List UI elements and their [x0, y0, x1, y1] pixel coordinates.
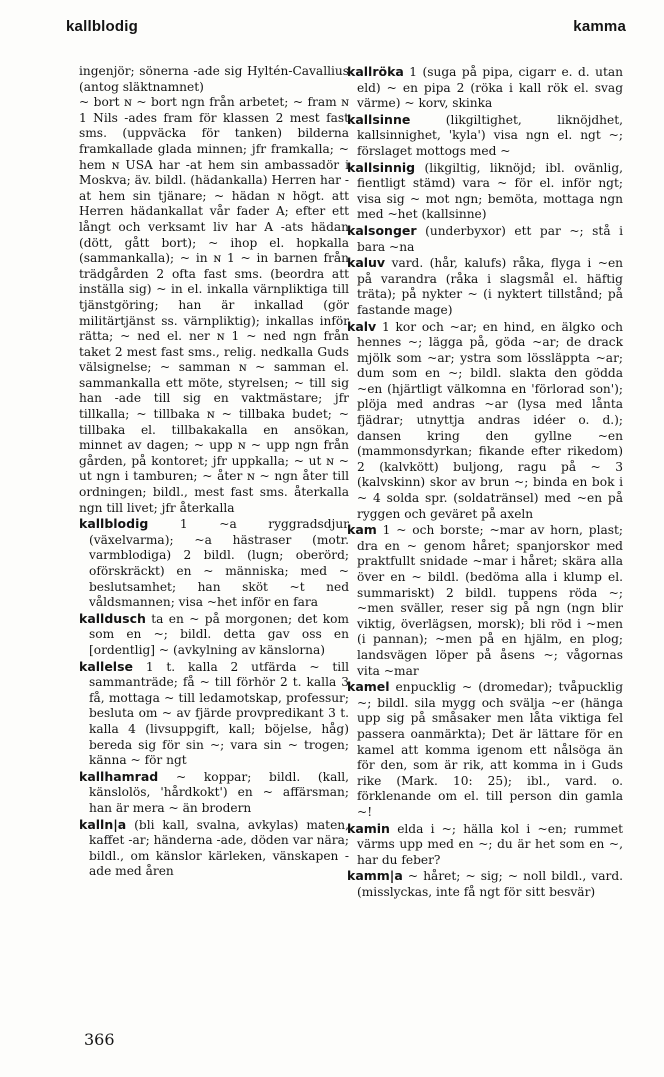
entry-definition: ~ håret; ~ sig; ~ noll bildl., vard. (misslyckas, inte få ngt för sitt besvär): [357, 869, 624, 899]
dictionary-entry: [79, 516, 349, 611]
entry-definition: (likgiltig, liknöjd; ibl. ovänlig, fientligt stämd) vara ~ för el. inför ngt; visa sig ~ mot ngn; bemöta, mottaga ngn med ~het (kallsinne): [357, 160, 624, 222]
dictionary-entry: [79, 95, 349, 516]
entry-headword: kamin: [347, 820, 390, 836]
entry-headword: kallsinne: [347, 111, 411, 127]
guide-word-left: kallblodig: [66, 18, 139, 35]
entry-headword: kallhamrad: [79, 768, 159, 784]
entry-definition: ~ koppar; bildl. (kall, känslolös, 'hårdkokt') en ~ affärsman; han är mera ~ än brodern: [89, 769, 350, 815]
entry-headword: kalv: [347, 318, 377, 334]
dictionary-entry: [347, 223, 623, 255]
dictionary-entry: [347, 255, 623, 318]
dictionary-entry: [347, 821, 623, 869]
left-column: [79, 64, 349, 880]
page-number: 366: [84, 1030, 115, 1049]
entry-definition: 1 ~ och borste; ~mar av horn, plast; dra en ~ genom håret; spanjorskor med praktfullt snidade ~mar i håret; skära alla över en ~ bildl. (bedöma alla i klump el. summariskt) 2 bildl. tuppens röda ~; ~men sväller, reser sig på ngn (ngn blir viktig, överlägsen, morsk); bli röd i ~men (i pannan); ~men på en hjälm, en plog; landsvägen löper på åsens ~; vågornas vita ~mar: [357, 523, 623, 678]
dictionary-entry: [79, 769, 349, 817]
dictionary-entry: [347, 160, 623, 223]
entry-headword: kallelse: [79, 658, 133, 674]
dictionary-entry: [347, 319, 623, 523]
entry-definition: (bli kall, svalna, avkylas) maten, kaffet -ar; händerna -ade, döden var nära; bildl., om känslor kärleken, vänskapen -ade med åren: [89, 817, 350, 879]
entry-definition: (underbyxor) ett par ~; stå i bara ~na: [357, 223, 624, 254]
dictionary-entry: [347, 522, 623, 679]
entry-definition: ta en ~ på morgonen; det kom som en ~; bildl. detta gav oss en [ordentlig] ~ (avkylning av känslorna): [89, 611, 349, 657]
guide-word-right: kamma: [573, 18, 626, 35]
dictionary-entry: [347, 868, 623, 900]
entry-headword: kalln|a: [79, 816, 127, 832]
entry-definition: vard. (hår, kalufs) råka, flyga i ~en på varandra (råka i slagsmål el. häftig träta); på nykter ~ (i nyktert tillstånd; på fastande mage): [357, 256, 624, 317]
entry-definition: enpucklig ~ (dromedar); tvåpucklig ~; bildl. sila mygg och svälja ~er (hänga upp sig på småsaker men låta viktiga fel passera oanmärkta); Det är lättare för en kamel att komma igenom ett nålsöga än för den, som är rik, att komma in i Guds rike (Mark. 10: 25); ibl., vard. o. förklenande om el. till person din gamla ~!: [357, 680, 624, 819]
dictionary-entry: [347, 679, 623, 820]
dictionary-entry: [79, 659, 349, 769]
entry-definition: ingenjör; sönerna -ade sig Hyltén-Cavallius (antog släktnamnet): [79, 64, 349, 94]
right-column: [347, 64, 623, 900]
entry-headword: kamm|a: [347, 868, 403, 884]
entry-definition: elda i ~; hälla kol i ~en; rummet värms upp med en ~; du är het som en ~, har du feber?: [357, 821, 623, 867]
dictionary-entry: [79, 64, 349, 95]
entry-definition: (likgiltighet, liknöjdhet, kallsinnighet, 'kyla') visa ngn el. ngt ~; förslaget mottogs med ~: [357, 112, 624, 158]
entry-definition: ~ bort ɴ ~ bort ngn från arbetet; ~ fram ɴ 1 Nils -ades fram för klassen 2 mest fast sms. (uppväcka för tanken) bilderna framkallade glada minnen; jfr framkalla; ~ hem ɴ USA har -at hem sin ambassadör i Moskva; äv. bildl. (hädankalla) Herren har -at hem sin tjänare; ~ hädan ɴ högt. att Herren hädankallat vår fader A; efter ett långt och verksamt liv har A -ats hädan (dött, gått bort); ~ ihop el. hopkalla (sammankalla); ~ in ɴ 1 ~ in barnen från trädgården 2 ofta fast sms. (beordra att inställa sig) ~ in el. inkalla värnpliktiga till tjänstgöring; han är inkallad (gör militärtjänst ss. värnpliktig); inkallas inför rätta; ~ ned el. ner ɴ 1 ~ ned ngn från taket 2 mest fast sms., relig. nedkalla Guds välsignelse; ~ samman ɴ ~ samman el. sammankalla ett möte, styrelsen; ~ till sig han -ade till sig en vaktmästare; jfr tillkalla; ~ tillbaka ɴ ~ tillbaka budet; ~ tillbaka el. tillbakakalla en ansökan, minnet av dagen; ~ upp ɴ ~ upp ngn från gården, på kontoret; jfr uppkalla; ~ ut ɴ ~ ut ngn i tamburen; ~ åter ɴ ~ ngn åter till ordningen; bildl., mest fast sms. återkalla ngn till livet; jfr återkalla: [79, 95, 349, 515]
dictionary-entry: [79, 611, 349, 659]
entry-definition: 1 kor och ~ar; en hind, en älgko och hennes ~; lägga på, göda ~ar; de drack mjölk som ~ar; ystra som lössläppta ~ar; dum som en ~; bildl. slakta den gödda ~en (hjärtligt välkomna en 'förlorad son'); plöja med andras ~ar (lysa med lånta fjädrar; utnyttja andras idéer o. d.); dansen kring den gyllne ~en (mammonsdyrkan; fikande efter rikedom) 2 (kalvkött) buljong, ragu på ~ 3 (kalvskinn) skor av brun ~; binda en bok i ~ 4 solda spr. (soldatränsel) med ~en på ryggen och geväret på axeln: [357, 319, 623, 521]
entry-headword: kalsonger: [347, 222, 417, 238]
entry-headword: kamel: [347, 679, 390, 695]
entry-headword: kam: [347, 522, 377, 538]
dictionary-entry: [79, 817, 349, 880]
entry-headword: kallsinnig: [347, 159, 416, 175]
entry-definition: 1 (suga på pipa, cigarr e. d. utan eld) ~ en pipa 2 (röka i kall rök el. svag värme) ~ korv, skinka: [357, 65, 624, 111]
entry-headword: kaluv: [347, 255, 386, 271]
entry-definition: 1 ~a ryggradsdjur (växelvarma); ~a hästraser (motr. varmblodiga) 2 bildl. (lugn; oberörd; oförskräckt) en ~ människa; med ~ beslutsamhet; han sköt ~t ned våldsmannen; visa ~het inför en fara: [89, 517, 350, 610]
entry-definition: 1 t. kalla 2 utfärda ~ till sammanträde; få ~ till förhör 2 t. kalla 3 få, mottaga ~ till ledamotskap, professur; besluta om ~ av fjärde provpredikant 3 t. kalla 4 (livsuppgift, kall; böjelse, håg) bereda sig för sin ~; vara sin ~ trogen; känna ~ för ngt: [89, 659, 349, 768]
entry-headword: kalldusch: [79, 610, 146, 626]
entry-headword: kallröka: [347, 64, 404, 79]
dictionary-entry: [347, 64, 623, 112]
dictionary-entry: [347, 112, 623, 160]
entry-headword: kallblodig: [79, 516, 149, 532]
